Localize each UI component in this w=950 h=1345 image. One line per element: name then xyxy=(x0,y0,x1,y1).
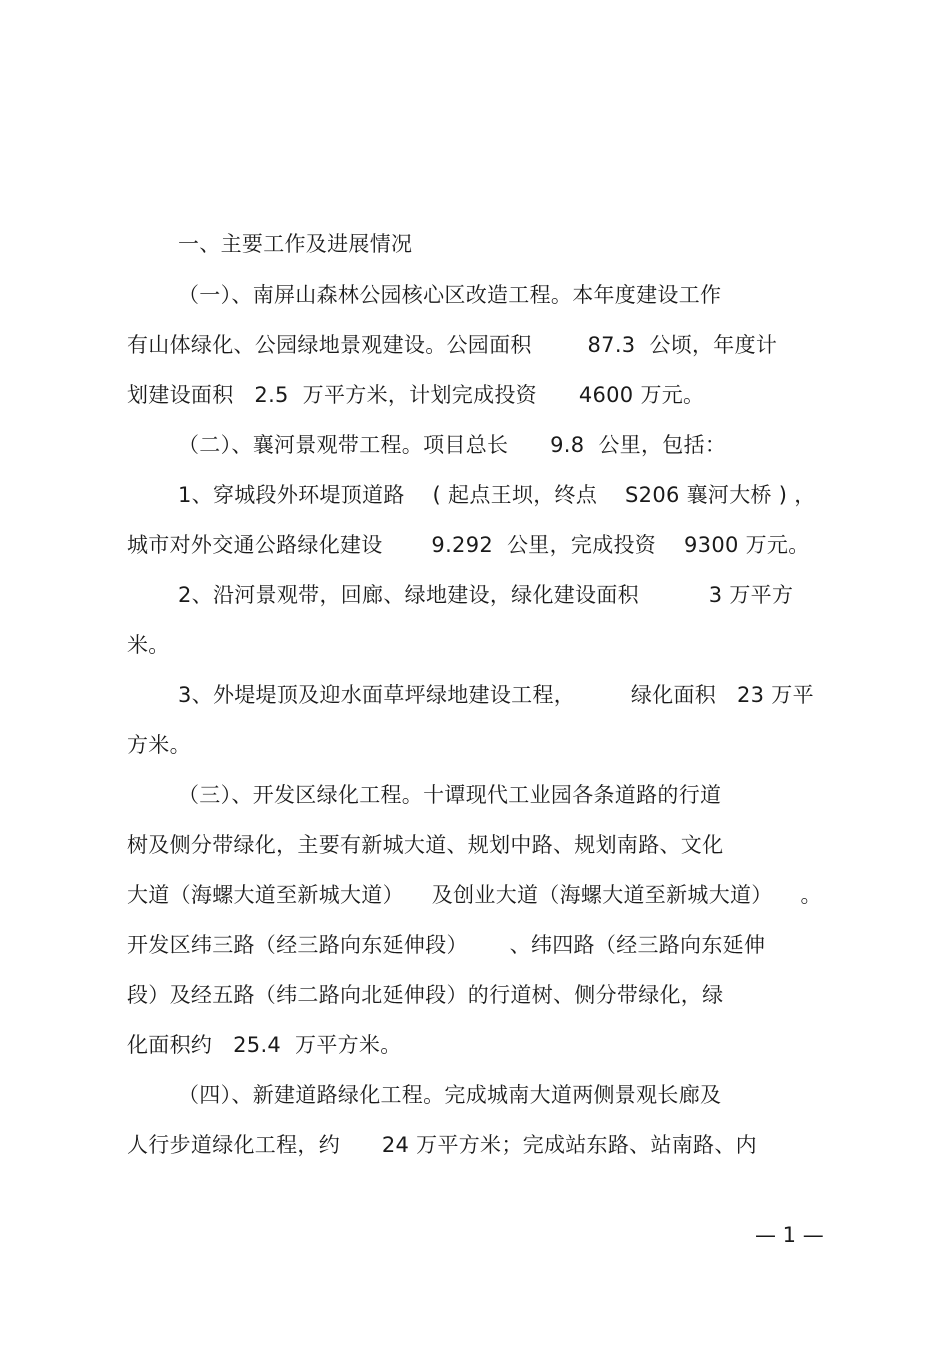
paragraph-line: 树及侧分带绿化，主要有新城大道、规划中路、规划南路、文化 xyxy=(127,833,724,857)
paragraph-line: 人行步道绿化工程，约 24 万平方米；完成站东路、站南路、内 xyxy=(127,1133,757,1157)
paragraph-line: 方米。 xyxy=(127,733,191,757)
heading-main-work: 一、主要工作及进展情况 xyxy=(178,232,413,256)
paragraph-line: 米。 xyxy=(127,633,170,657)
paragraph-line: 划建设面积 2.5 万平方米，计划完成投资 4600 万元。 xyxy=(127,383,705,407)
paragraph-line: 大道（海螺大道至新城大道） 及创业大道（海螺大道至新城大道） 。 xyxy=(127,883,822,907)
paragraph-line: 开发区纬三路（经三路向东延伸段） 、纬四路（经三路向东延伸 xyxy=(127,933,766,957)
paragraph-line: （一）、南屏山森林公园核心区改造工程。本年度建设工作 xyxy=(178,283,722,307)
paragraph-line: （四）、新建道路绿化工程。完成城南大道两侧景观长廊及 xyxy=(178,1083,722,1107)
paragraph-line: 3、外堤堤顶及迎水面草坪绿地建设工程， 绿化面积 23 万平 xyxy=(178,683,814,707)
paragraph-line: 城市对外交通公路绿化建设 9.292 公里，完成投资 9300 万元。 xyxy=(127,533,810,557)
paragraph-line: 有山体绿化、公园绿地景观建设。公园面积 87.3 公顷，年度计 xyxy=(127,333,778,357)
paragraph-line: 2、沿河景观带，回廊、绿地建设，绿化建设面积 3 万平方 xyxy=(178,583,794,607)
paragraph-line: 1、穿城段外环堤顶道路 ( 起点王坝，终点 S206 襄河大桥 ) ， xyxy=(178,483,816,507)
paragraph-line: （二）、襄河景观带工程。项目总长 9.8 公里，包括： xyxy=(178,433,727,457)
page-number: — 1 — xyxy=(755,1223,824,1247)
paragraph-line: 段）及经五路（纬二路向北延伸段）的行道树、侧分带绿化，绿 xyxy=(127,983,724,1007)
paragraph-line: （三）、开发区绿化工程。十谭现代工业园各条道路的行道 xyxy=(178,783,722,807)
paragraph-line: 化面积约 25.4 万平方米。 xyxy=(127,1033,402,1057)
